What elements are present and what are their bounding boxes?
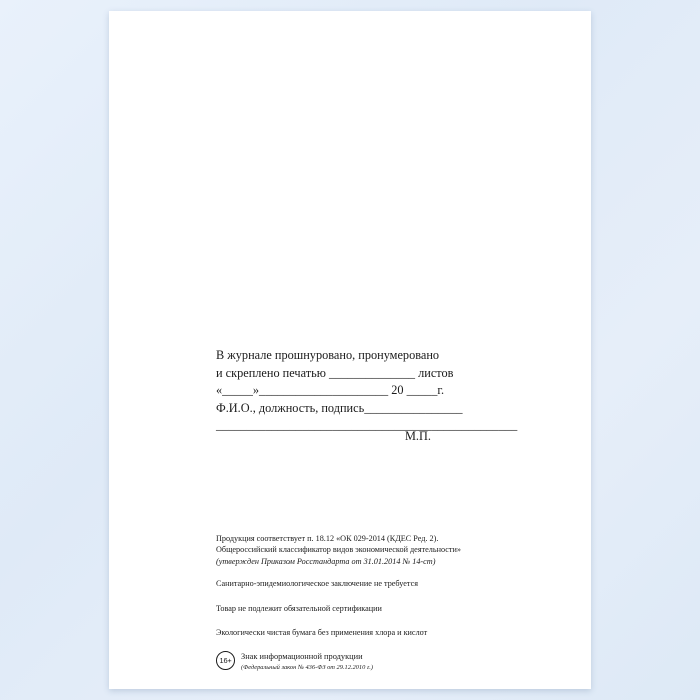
paper-note: Экологически чистая бумага без применения хлора и кислот (216, 628, 428, 638)
certification-line-5: _________________________________________________ (216, 418, 518, 432)
product-compliance-line-1: Продукция соответствует п. 18.12 «ОК 029-2014 (КДЕС Ред. 2). (216, 534, 439, 543)
sanitary-note: Санитарно-эпидемиологическое заключение не требуется (216, 579, 418, 589)
certification-note: Товар не подлежит обязательной сертификации (216, 603, 382, 613)
age-rating-law: (Федеральный закон № 436-ФЗ от 29.12.2010 г.) (241, 663, 374, 671)
certification-line-2: и скреплено печатью ______________ листов (216, 365, 454, 380)
product-compliance-line-2: Общероссийский классификатор видов экономической деятельности» (216, 545, 461, 555)
certification-line-3: «_____»_____________________ 20 _____г. (216, 383, 445, 397)
product-compliance-order: (утвержден Приказом Росстандарта от 31.01.2014 № 14-ст) (216, 556, 436, 566)
document-page (109, 11, 591, 689)
certification-line-1: В журнале прошнуровано, пронумеровано (216, 348, 440, 362)
certification-line-4: Ф.И.О., должность, подпись________________ (216, 400, 463, 415)
stamp-mark: М.П. (405, 429, 431, 443)
age-rating-text (241, 651, 373, 672)
age-rating-badge: 16+ (216, 651, 235, 670)
footer-notes (216, 533, 566, 672)
age-rating-title: Знак информационной продукции (241, 652, 363, 662)
age-rating-row (216, 651, 566, 672)
certification-block (216, 347, 556, 435)
product-compliance-note (216, 533, 566, 567)
